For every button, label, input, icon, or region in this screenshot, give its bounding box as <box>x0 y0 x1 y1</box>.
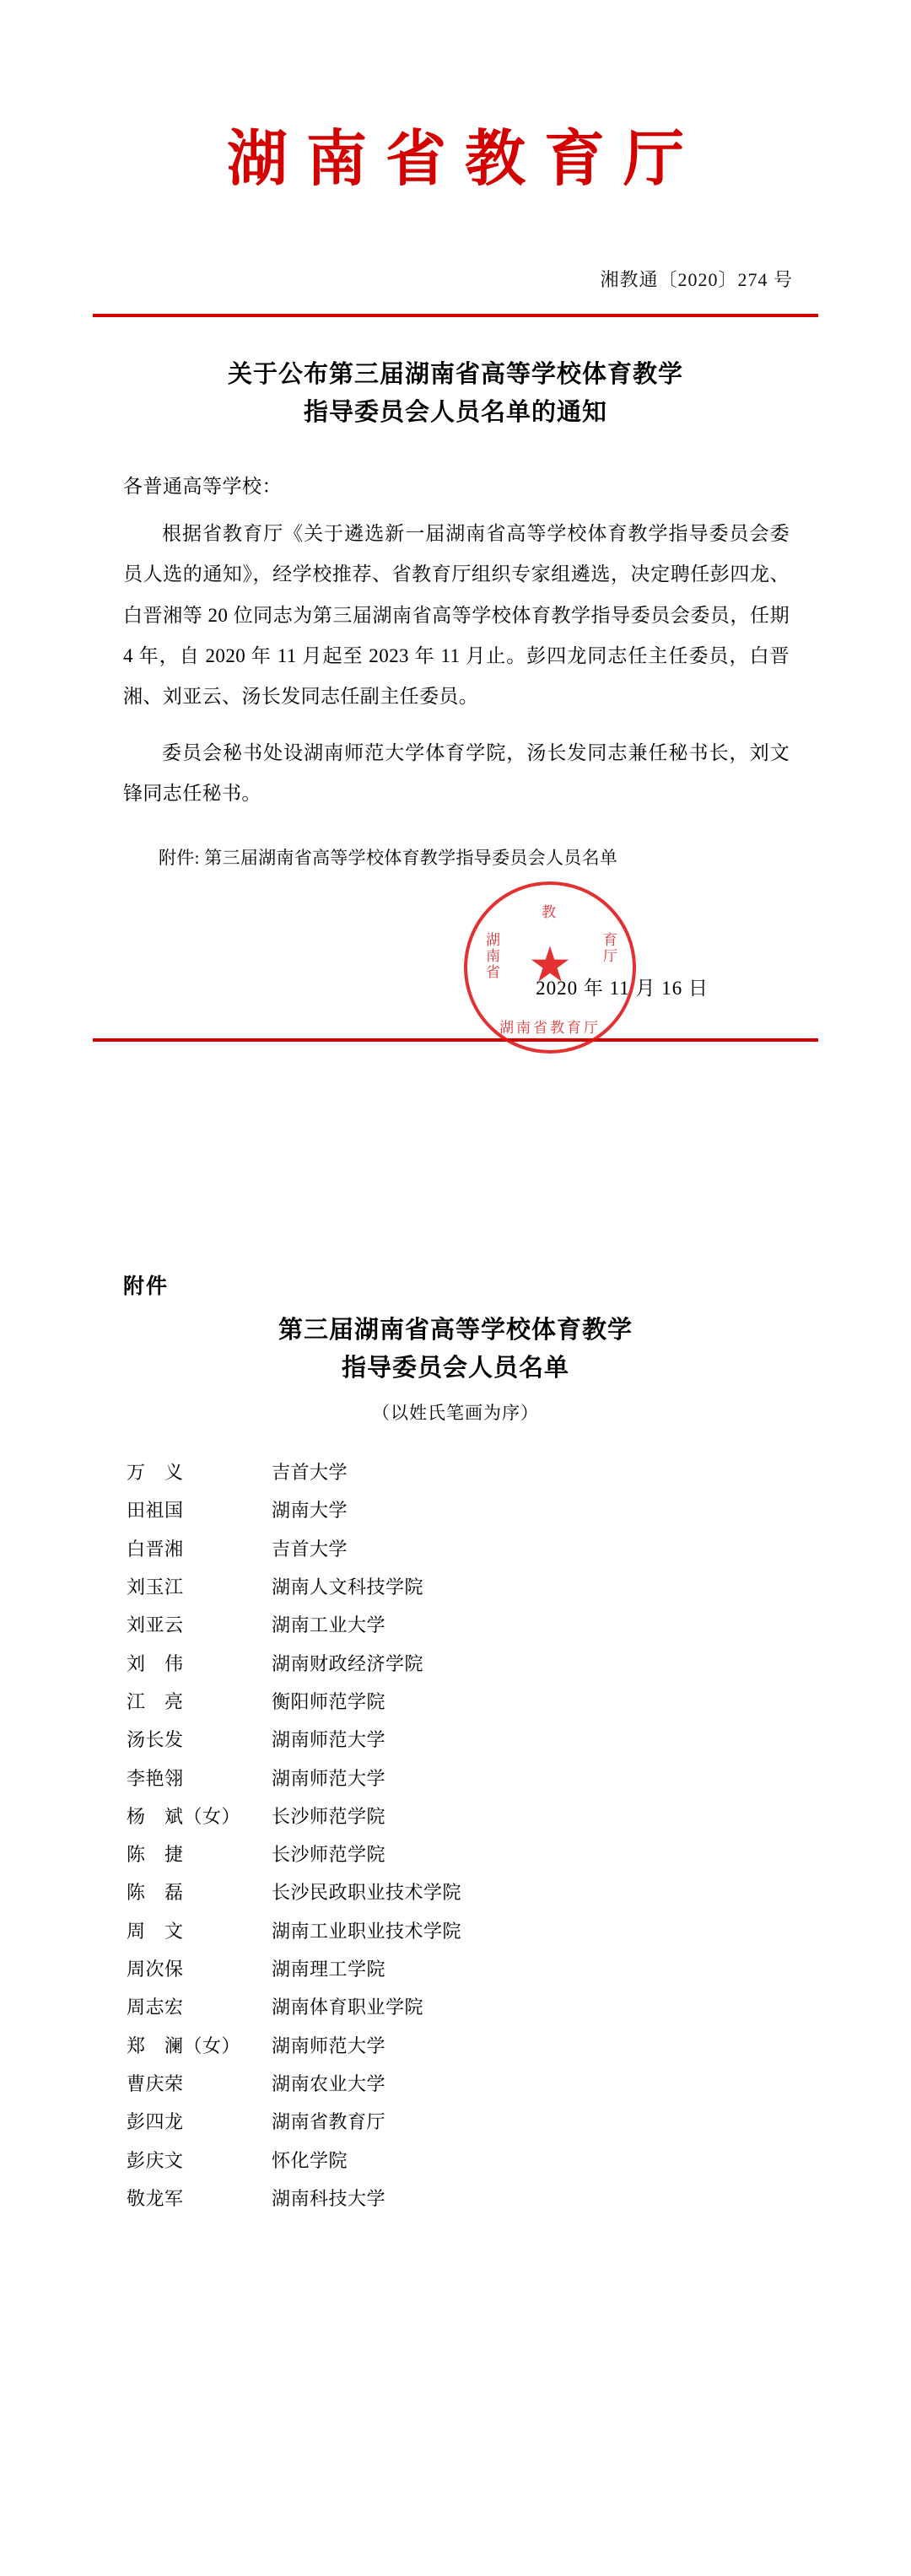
list-item <box>127 1912 818 1950</box>
attachment-title-line-1: 第三届湖南省高等学校体育教学 <box>278 1317 633 1345</box>
member-name: 彭四龙 <box>127 2111 184 2133</box>
member-name: 万 义 <box>127 1462 184 1484</box>
list-item <box>127 1568 818 1606</box>
member-name: 汤长发 <box>127 1729 184 1751</box>
member-organization: 湖南农业大学 <box>272 2073 386 2095</box>
list-item <box>127 1683 818 1721</box>
seal-top-text: 教 <box>542 904 558 921</box>
list-item <box>127 2180 818 2218</box>
issue-date: 2020 年 11 月 16 日 <box>536 978 709 1000</box>
document-header <box>0 0 911 193</box>
member-organization: 衡阳师范学院 <box>272 1690 386 1712</box>
list-item <box>127 1721 818 1759</box>
notice-attachment-note: 附件: 第三届湖南省高等学校体育教学指导委员会人员名单 <box>159 848 618 869</box>
attachment-section <box>93 1042 818 2218</box>
notice-subject-line-2: 指导委员会人员名单的通知 <box>303 399 607 427</box>
member-name: 田祖国 <box>127 1500 184 1522</box>
issuing-authority-title: 湖南省教育厅 <box>226 126 703 193</box>
roster-list <box>93 1453 818 2218</box>
member-name: 刘玉江 <box>127 1576 184 1598</box>
member-organization: 长沙师范学院 <box>272 1844 386 1866</box>
member-organization: 吉首大学 <box>272 1462 348 1484</box>
member-name: 陈 捷 <box>127 1844 184 1866</box>
member-name: 刘亚云 <box>127 1614 184 1636</box>
attachment-label: 附件 <box>123 1275 170 1299</box>
member-organization: 湖南理工学院 <box>272 1959 386 1981</box>
list-item <box>127 1645 818 1683</box>
member-name: 曹庆荣 <box>127 2073 184 2095</box>
signature-block <box>93 878 818 1038</box>
list-item <box>127 1453 818 1491</box>
notice-subject-line-1: 关于公布第三届湖南省高等学校体育教学 <box>227 361 683 389</box>
list-item <box>127 2065 818 2103</box>
member-organization: 湖南人文科技学院 <box>272 1576 424 1598</box>
member-name: 周次保 <box>127 1959 184 1981</box>
notice-subject <box>93 356 818 432</box>
notice-paragraph-1: 根据省教育厅《关于遴选新一届湖南省高等学校体育教学指导委员会委员人选的通知》，经学校推荐、省教育厅组织专家组遴选，决定聘任彭四龙、白晋湘等 20 位同志为第三届湖南省高等学校体育教学指导委员会委员，任期 4 年，自 2020 年 11 月起至 2023 年 11 月止。彭四龙同志任主任委员，白晋湘、刘亚云、汤长发同志任副主任委员。 <box>123 523 790 708</box>
member-name: 李艳翎 <box>127 1767 184 1789</box>
list-item <box>127 2027 818 2065</box>
list-item <box>127 2142 818 2180</box>
list-item <box>127 1988 818 2026</box>
attachment-subtitle: （以姓氏笔画为序） <box>372 1403 539 1424</box>
notice-paragraph-2: 委员会秘书处设湖南师范大学体育学院，汤长发同志兼任秘书长，刘文锋同志任秘书。 <box>123 741 790 804</box>
member-organization: 湖南师范大学 <box>272 1729 386 1751</box>
member-organization: 湖南体育职业学院 <box>272 1997 424 2018</box>
member-name: 刘 伟 <box>127 1652 184 1674</box>
seal-left-text: 湖南省 <box>483 932 499 981</box>
official-seal-icon <box>464 881 636 1054</box>
list-item <box>127 1491 818 1529</box>
header-red-rule <box>93 314 818 317</box>
member-name: 彭庆文 <box>127 2149 184 2171</box>
seal-right-text: 育厅 <box>601 932 617 965</box>
list-item <box>127 1606 818 1644</box>
member-organization: 湖南财政经济学院 <box>272 1652 424 1674</box>
member-organization: 怀化学院 <box>272 2149 348 2171</box>
notice-salutation: 各普通高等学校： <box>123 476 282 498</box>
list-item <box>127 1950 818 1988</box>
member-name: 周 文 <box>127 1920 184 1942</box>
member-organization: 湖南省教育厅 <box>272 2111 386 2133</box>
member-name: 郑 澜（女） <box>127 2034 241 2056</box>
list-item <box>127 1835 818 1873</box>
member-organization: 湖南科技大学 <box>272 2187 386 2209</box>
seal-star-icon: ★ <box>528 937 572 993</box>
list-item <box>127 1530 818 1568</box>
member-organization: 长沙民政职业技术学院 <box>272 1882 462 1904</box>
notice-body <box>93 356 818 1038</box>
member-name: 白晋湘 <box>127 1538 184 1560</box>
member-name: 敬龙军 <box>127 2187 184 2209</box>
attachment-title <box>93 1312 818 1388</box>
member-organization: 湖南师范大学 <box>272 2034 386 2056</box>
member-name: 陈 磊 <box>127 1882 184 1904</box>
list-item <box>127 2103 818 2141</box>
member-organization: 湖南大学 <box>272 1500 348 1522</box>
member-name: 杨 斌（女） <box>127 1805 241 1827</box>
member-name: 周志宏 <box>127 1997 184 2018</box>
list-item <box>127 1797 818 1835</box>
list-item <box>127 1873 818 1911</box>
member-organization: 湖南师范大学 <box>272 1767 386 1789</box>
member-organization: 湖南工业职业技术学院 <box>272 1920 462 1942</box>
list-item <box>127 1760 818 1797</box>
member-organization: 湖南工业大学 <box>272 1614 386 1636</box>
document-number: 湘教通〔2020〕274 号 <box>600 269 793 291</box>
member-organization: 长沙师范学院 <box>272 1805 386 1827</box>
member-organization: 吉首大学 <box>272 1538 348 1560</box>
attachment-title-line-2: 指导委员会人员名单 <box>341 1355 569 1382</box>
seal-bottom-text: 湖南省教育厅 <box>499 1020 601 1037</box>
member-name: 江 亮 <box>127 1690 184 1712</box>
